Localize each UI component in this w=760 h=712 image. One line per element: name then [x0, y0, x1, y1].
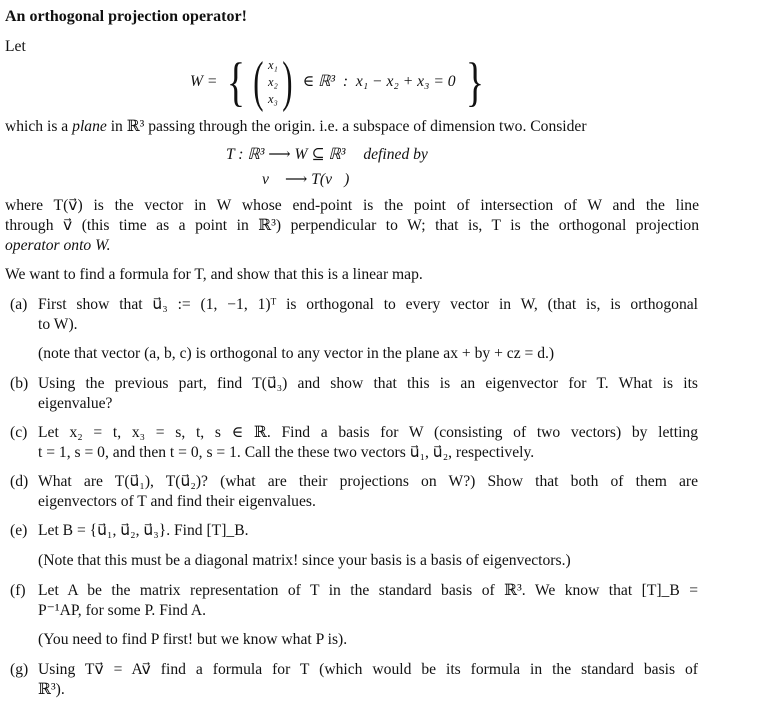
- list-item-g: [10, 660, 698, 700]
- paragraph-line: where T(v⃗) is the vector in W whose end-point is the point of intersection of W and the line: [5, 197, 699, 214]
- item-e-note: (Note that this must be a diagonal matrix! since your basis is a basis of eigenvectors.): [38, 552, 571, 569]
- item-line: P⁻¹AP, for some P. Find A.: [38, 602, 207, 619]
- item-label: (e): [10, 522, 28, 539]
- list-item-c: [10, 423, 698, 463]
- list-item-f: [10, 581, 698, 621]
- list-item-d: [10, 472, 698, 512]
- list-item-b: [10, 374, 698, 414]
- list-item-e: [10, 521, 698, 541]
- paragraph-line: operator onto W.: [5, 237, 111, 254]
- item-line: First show that u⃗₃ := (1, −1, 1)ᵀ is orthogonal to every vector in W, (that is, is orthogonal: [38, 296, 698, 313]
- right-paren: ): [282, 51, 293, 113]
- vector-component: x₂: [268, 74, 278, 89]
- map-signature: T : ℝ³ ⟶ W ⊆ ℝ³: [226, 146, 346, 163]
- item-line: Using Tv⃗ = Av⃗ find a formula for T (which would be its formula in the standard basis of: [38, 661, 698, 678]
- intro-let: Let: [5, 38, 26, 55]
- left-brace: {: [227, 52, 246, 112]
- set-condition: ∈ ℝ³ : x₁ − x₂ + x₃ = 0: [302, 73, 456, 90]
- map-definition-line2: [262, 170, 349, 190]
- item-a-note: (note that vector (a, b, c) is orthogonal to any vector in the plane ax + by + cz = d.): [38, 345, 555, 362]
- item-line: ℝ³).: [38, 681, 65, 698]
- set-definition: [190, 52, 488, 112]
- item-label: (f): [10, 582, 26, 599]
- plane-description: [5, 117, 699, 137]
- item-line: eigenvectors of T and find their eigenvalues.: [38, 493, 316, 510]
- item-line: t = 1, s = 0, and then t = 0, s = 1. Call the these two vectors u⃗₁, u⃗₂, respectively.: [38, 444, 535, 461]
- item-line: Let A be the matrix representation of T in the standard basis of ℝ³. We know that [T]_B =: [38, 582, 698, 599]
- item-label: (b): [10, 375, 29, 392]
- goal-statement: We want to find a formula for T, and show that this is a linear map.: [5, 266, 423, 283]
- item-line: Let x₂ = t, x₃ = s, t, s ∈ ℝ. Find a basis for W (consisting of two vectors) by letting: [38, 424, 698, 441]
- item-f-note: (You need to find P first! but we know what P is).: [38, 631, 348, 648]
- column-vector: [268, 57, 278, 108]
- map-definition-line1: [226, 145, 428, 165]
- map-rule: v⃗ ⟶ T(v⃗): [262, 171, 350, 188]
- item-label: (c): [10, 424, 28, 441]
- item-line: Using the previous part, find T(u⃗₃) and show that this is an eigenvector for T. What is its: [38, 375, 698, 392]
- paragraph-line: through v⃗ (this time as a point in ℝ³) perpendicular to W; that is, T is the orthogonal projection: [5, 217, 699, 234]
- item-label: (a): [10, 296, 28, 313]
- text-run: which is a: [5, 118, 73, 135]
- vector-component: x₁: [268, 57, 278, 72]
- left-paren: (: [253, 51, 264, 113]
- page-title: An orthogonal projection operator!: [5, 8, 247, 25]
- right-brace: }: [465, 52, 484, 112]
- item-line: to W).: [38, 316, 78, 333]
- item-label: (g): [10, 661, 29, 678]
- list-item-a: [10, 295, 698, 335]
- set-lhs: W =: [190, 73, 218, 90]
- where-paragraph: [5, 196, 699, 256]
- vector-component: x₃: [268, 91, 278, 106]
- text-run: in ℝ³ passing through the origin. i.e. a subspace of dimension two. Consider: [106, 118, 587, 135]
- item-line: What are T(u⃗₁), T(u⃗₂)? (what are their projections on W?) Show that both of them are: [38, 473, 698, 490]
- emphasis-plane: plane: [72, 118, 107, 135]
- item-line: eigenvalue?: [38, 395, 113, 412]
- item-label: (d): [10, 473, 29, 490]
- defined-by-text: defined by: [363, 146, 428, 163]
- item-line: Let B = {u⃗₁, u⃗₂, u⃗₃}. Find [T]_B.: [38, 522, 249, 539]
